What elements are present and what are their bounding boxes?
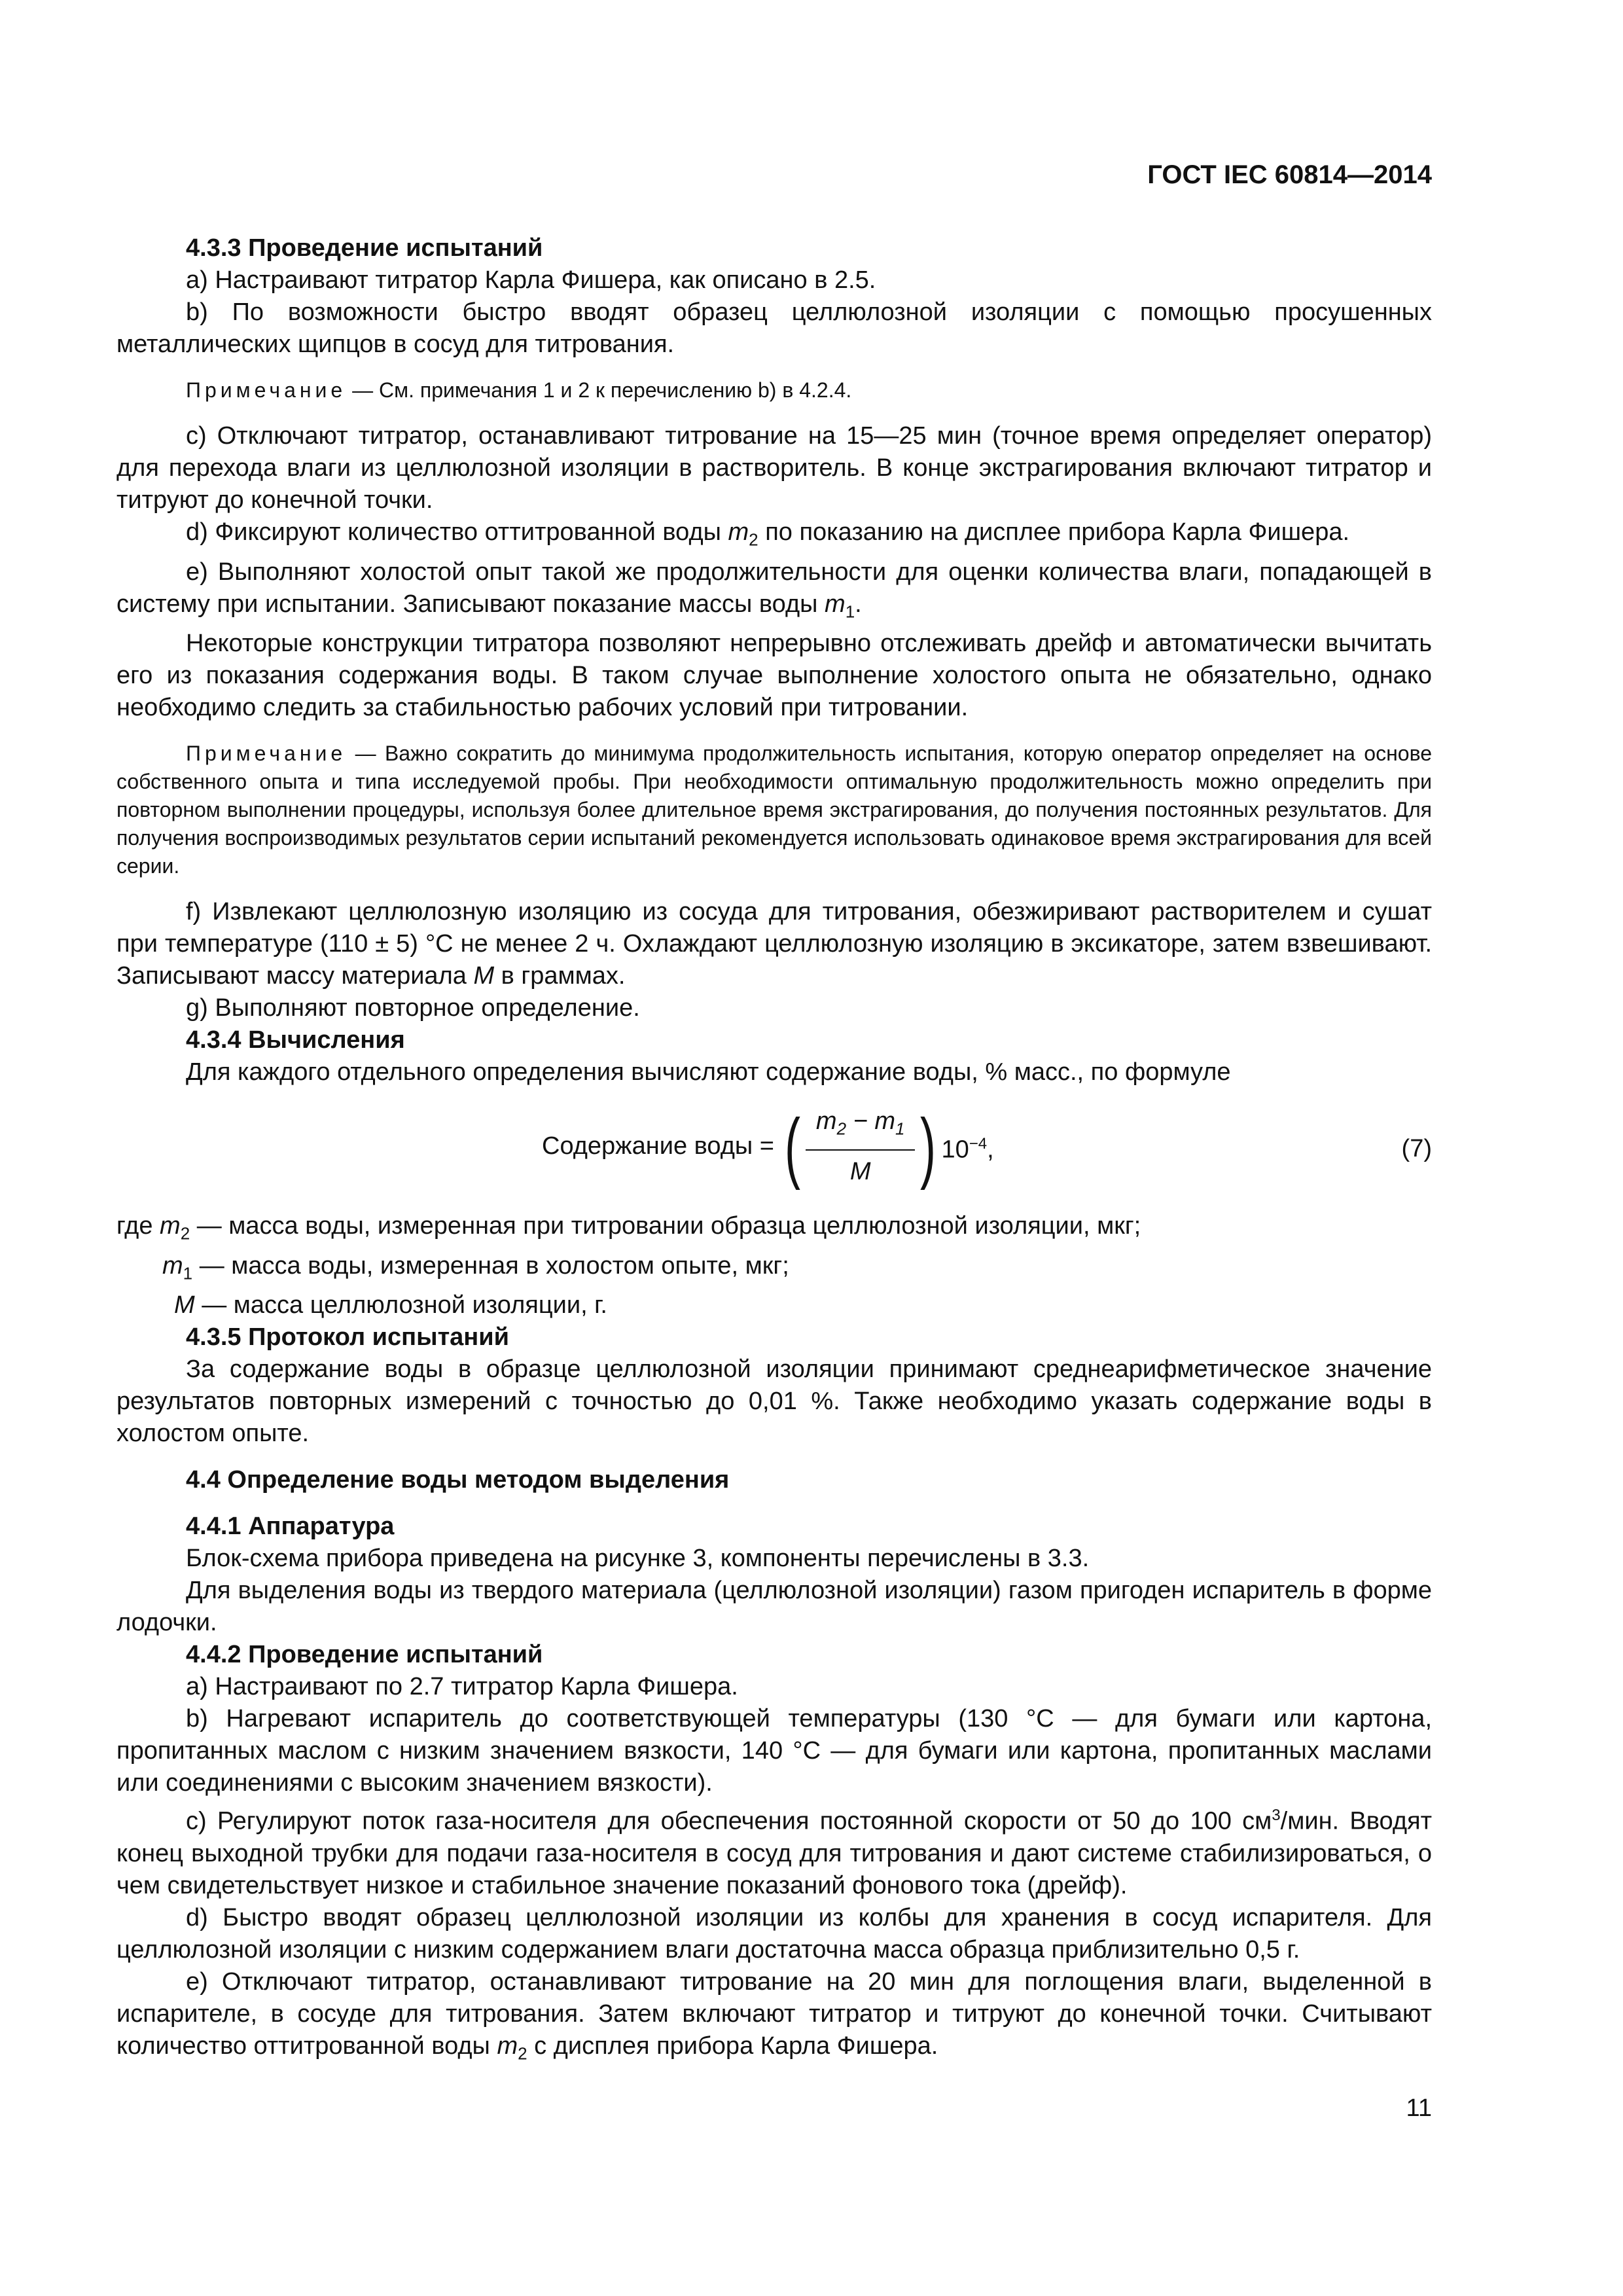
where-line-3 bbox=[116, 1289, 1432, 1321]
formula-label: Содержание воды = bbox=[542, 1132, 774, 1160]
formula-factor bbox=[941, 1128, 993, 1166]
page-body bbox=[116, 232, 1432, 2070]
where-definition: — масса воды, измеренная при титровании образца целлюлозной изоляции, мкг; bbox=[196, 1212, 1141, 1240]
section-heading-4-4-1: 4.4.1 Аппаратура bbox=[186, 1513, 395, 1541]
item-a-2: a) Настраивают по 2.7 титратор Карла Фишера. bbox=[186, 1673, 738, 1701]
fraction-numerator bbox=[806, 1105, 916, 1151]
right-parenthesis: ) bbox=[920, 1102, 936, 1191]
subscript: 2 bbox=[836, 1119, 847, 1139]
minus-m: − m bbox=[853, 1107, 895, 1136]
item-e-2 bbox=[116, 1966, 1432, 2070]
section-heading-4-3-4: 4.3.4 Вычисления bbox=[186, 1026, 405, 1054]
equation-number: (7) bbox=[1401, 1135, 1432, 1163]
item-d-text: d) Фиксируют количество оттитрованной воды bbox=[186, 518, 721, 546]
variable-m: m bbox=[825, 590, 846, 618]
item-g: g) Выполняют повторное определение. bbox=[186, 994, 640, 1022]
item-d bbox=[116, 516, 1432, 556]
section-heading-4-4-2: 4.4.2 Проведение испытаний bbox=[186, 1641, 543, 1669]
item-e-text-end: . bbox=[855, 590, 862, 618]
item-e bbox=[116, 556, 1432, 628]
item-d-text-end: по показанию на дисплее прибора Карла Фишера. bbox=[765, 518, 1350, 546]
item-e-text: e) Выполняют холостой опыт такой же продолжительности для оценки количества влаги, попадающей в систему при испытании. Записывают показание массы воды bbox=[116, 558, 1432, 618]
section-heading-4-4: 4.4 Определение воды методом выделения bbox=[186, 1466, 730, 1494]
item-d-2: d) Быстро вводят образец целлюлозной изоляции из колбы для хранения в сосуд испарителя. Для целлюлозной изоляции с низким содержанием влаги достаточна масса образца приблизительно 0,5 г. bbox=[116, 1904, 1432, 1964]
item-f-text-end: в граммах. bbox=[501, 962, 626, 990]
subscript: 1 bbox=[895, 1119, 905, 1139]
subscript: 1 bbox=[183, 1263, 193, 1283]
variable-m: m bbox=[497, 2032, 518, 2060]
formula-7 bbox=[116, 1092, 1432, 1204]
variable-M: M bbox=[174, 1291, 195, 1319]
item-f-text: f) Извлекают целлюлозную изоляцию из сосуда для титрования, обезжиривают растворителем и сушат при температуре (110 ± 5) °С не менее 2 ч. Охлаждают целлюлозную изоляцию в эксикаторе, затем взвешивают. Записывают массу материала bbox=[116, 898, 1432, 990]
apparatus-paragraph-2: Для выделения воды из твердого материала (целлюлозной изоляции) газом пригоден испаритель в форме лодочки. bbox=[116, 1577, 1432, 1637]
item-e-text-end: с дисплея прибора Карла Фишера. bbox=[534, 2032, 938, 2060]
page-number: 11 bbox=[1406, 2094, 1432, 2122]
left-parenthesis: ( bbox=[784, 1102, 800, 1191]
item-c-text: c) Регулируют поток газа-носителя для обеспечения постоянной скорости от 50 до 100 см bbox=[186, 1808, 1272, 1836]
formula-expression bbox=[542, 1102, 994, 1191]
item-b-2: b) Нагревают испаритель до соответствующей температуры (130 °С — для бумаги или картона, пропитанных маслом с низким значением вязкости, 140 °С — для бумаги или картона, пропитанных маслами или соединениями с высоким значением вязкости). bbox=[116, 1705, 1432, 1797]
variable-m: m bbox=[162, 1251, 183, 1280]
where-definition: — масса целлюлозной изоляции, г. bbox=[202, 1291, 607, 1319]
formula-comma: , bbox=[987, 1136, 994, 1164]
variable-M: M bbox=[473, 962, 495, 990]
variable-m: m bbox=[815, 1107, 837, 1136]
variable-m: m bbox=[728, 518, 749, 546]
section-heading-4-3-3: 4.3.3 Проведение испытаний bbox=[186, 234, 543, 262]
variable-m: m bbox=[160, 1212, 181, 1240]
note-text: — Важно сократить до минимума продолжительность испытания, которую оператор определяет на основе собственного опыта и типа исследуемой пробы. При необходимости оптимальную продолжительность можно определить при повторном выполнении процедуры, используя более длительное время экстрагирования, до получения постоянных результатов. Для получения воспроизводимых результатов серии испытаний рекомендуется использовать одинаковое время экстрагирования для всей серии. bbox=[116, 742, 1433, 878]
report-paragraph: За содержание воды в образце целлюлозной изоляции принимают среднеарифметическое значение результатов повторных измерений с точностью до 0,01 %. Также необходимо указать содержание воды в холостом опыте. bbox=[116, 1355, 1432, 1448]
subscript: 2 bbox=[518, 2043, 527, 2064]
where-line-1 bbox=[116, 1210, 1432, 1250]
factor-base: 10 bbox=[941, 1136, 969, 1164]
formula-intro: Для каждого отдельного определения вычисляют содержание воды, % масс., по формуле bbox=[186, 1058, 1231, 1086]
note-2 bbox=[116, 740, 1432, 880]
note-label: Примечание bbox=[186, 742, 347, 766]
item-b: b) По возможности быстро вводят образец целлюлозной изоляции с помощью просушенных металлических щипцов в сосуд для титрования. bbox=[116, 298, 1432, 358]
drift-paragraph: Некоторые конструкции титратора позволяют непрерывно отслеживать дрейф и автоматически вычитать его из показания содержания воды. В таком случае выполнение холостого опыта не обязательно, однако необходимо следить за стабильностью рабочих условий при титровании. bbox=[116, 630, 1432, 722]
subscript: 2 bbox=[180, 1223, 190, 1244]
subscript: 2 bbox=[749, 529, 758, 550]
where-definition: — масса воды, измеренная в холостом опыте, мкг; bbox=[199, 1251, 789, 1280]
note-1 bbox=[116, 376, 1432, 404]
where-line-2 bbox=[116, 1250, 1432, 1290]
fraction bbox=[806, 1105, 916, 1188]
apparatus-paragraph-1: Блок-схема прибора приведена на рисунке 3, компоненты перечислены в 3.3. bbox=[186, 1545, 1090, 1573]
fraction-denominator: M bbox=[849, 1157, 871, 1185]
item-a: a) Настраивают титратор Карла Фишера, как описано в 2.5. bbox=[186, 266, 876, 294]
superscript: 3 bbox=[1272, 1806, 1281, 1825]
note-label: Примечание bbox=[186, 378, 347, 402]
item-c: c) Отключают титратор, останавливают титрование на 15—25 мин (точное время определяет оператор) для перехода влаги из целлюлозной изоляции в растворитель. В конце экстрагирования включают титратор и титруют до конечной точки. bbox=[116, 422, 1432, 514]
where-word: где bbox=[116, 1212, 153, 1240]
formula-fraction-group bbox=[779, 1102, 942, 1191]
item-c-text-end: /мин. Вводят конец выходной трубки для подачи газа-носителя в сосуд для титрования и дают системе стабилизироваться, о чем свидетельствует низкое и стабильное значение показаний фонового тока (дрейф). bbox=[116, 1808, 1432, 1900]
item-f bbox=[116, 896, 1432, 992]
item-c-2 bbox=[116, 1799, 1432, 1902]
document-designation: ГОСТ IEC 60814—2014 bbox=[1147, 160, 1432, 189]
item-e-text: e) Отключают титратор, останавливают титрование на 20 мин для поглощения влаги, выделенной в испарителе, в сосуде для титрования. Затем включают титратор и титруют до конечной точки. Считывают количество оттитрованной воды bbox=[116, 1968, 1432, 2060]
section-heading-4-3-5: 4.3.5 Протокол испытаний bbox=[186, 1323, 509, 1352]
factor-exponent: −4 bbox=[969, 1134, 988, 1153]
note-text: — См. примечания 1 и 2 к перечислению b) в 4.2.4. bbox=[352, 378, 852, 402]
subscript: 1 bbox=[845, 601, 855, 622]
